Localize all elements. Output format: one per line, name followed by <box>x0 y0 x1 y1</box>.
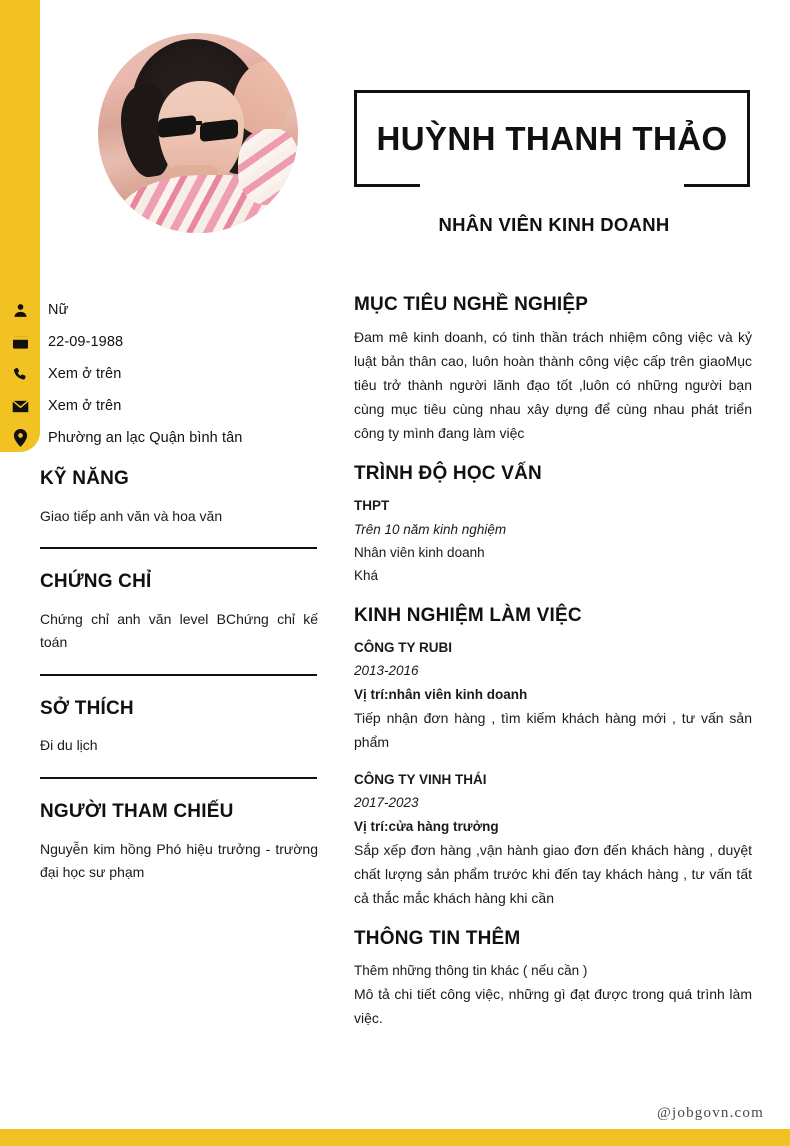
contact-value-gender: Nữ <box>48 302 69 318</box>
education-major: Nhân viên kinh doanh <box>354 544 485 560</box>
sidebar-section-references <box>40 801 318 883</box>
heading-additional-info: THÔNG TIN THÊM <box>354 927 521 949</box>
sidebar-heading-skills: KỸ NĂNG <box>40 468 130 489</box>
experience-entry <box>354 768 752 910</box>
experience-company: CÔNG TY RUBI <box>354 640 453 656</box>
contact-item-phone <box>0 358 340 390</box>
contact-item-address <box>0 422 340 454</box>
sidebar-body-hobbies: Đi du lịch <box>40 737 98 754</box>
photo-sleeve <box>238 129 298 205</box>
profile-photo-circle <box>98 33 298 233</box>
photo-lens-right <box>200 119 238 142</box>
left-column <box>0 0 340 1129</box>
experience-position: Vị trí:nhân viên kinh doanh <box>354 686 528 702</box>
additional-line-1: Thêm những thông tin khác ( nếu cần ) <box>354 962 588 978</box>
additional-line-2: Mô tả chi tiết công việc, những gì đạt được trong quá trình làm việc. <box>354 986 752 1027</box>
sidebar-sections <box>40 468 318 883</box>
contact-item-birthdate <box>0 326 340 358</box>
objective-text: Đam mê kinh doanh, có tinh thần trách nhiệm công việc và kỷ luật bản thân cao, luôn hoàn thành công việc cấp trên giaoMục tiêu trở thành người lãnh đạo tốt ,luôn có những người bạn cùng mục tiêu cùng nhau xây dựng để cùng nhau phát triển công ty mình đang làm việc <box>354 329 752 442</box>
education-duration: Trên 10 năm kinh nghiệm <box>354 521 507 537</box>
experience-period: 2017-2023 <box>354 795 419 811</box>
location-pin-icon <box>0 429 40 447</box>
section-education <box>354 463 752 587</box>
contact-value-address: Phường an lạc Quận bình tân <box>48 430 243 446</box>
heading-experience: KINH NGHIỆM LÀM VIỆC <box>354 605 582 627</box>
sidebar-divider <box>40 674 317 676</box>
education-school: THPT <box>354 498 390 514</box>
experience-entry <box>354 636 752 754</box>
main-column <box>354 294 752 1048</box>
profile-photo <box>98 33 298 233</box>
experience-company: CÔNG TY VINH THÁI <box>354 772 487 788</box>
header-block <box>354 0 754 236</box>
page-title: HUỲNH THANH THẢO <box>376 120 728 157</box>
sidebar-section-skills <box>40 468 318 527</box>
contact-value-phone: Xem ở trên <box>48 366 122 382</box>
education-grade: Khá <box>354 568 379 584</box>
experience-position: Vị trí:cửa hàng trưởng <box>354 818 499 834</box>
sidebar-divider <box>40 777 317 779</box>
sidebar-divider <box>40 547 317 549</box>
photo-lens-left <box>158 115 196 138</box>
job-title: NHÂN VIÊN KINH DOANH <box>438 214 670 235</box>
name-frame <box>354 90 750 184</box>
sidebar-section-hobbies <box>40 698 318 757</box>
sidebar-section-certificates <box>40 571 318 653</box>
sidebar-heading-certificates: CHỨNG CHỈ <box>40 571 152 593</box>
yellow-footer-bar <box>0 1129 790 1146</box>
watermark: @jobgovn.com <box>657 1105 764 1121</box>
heading-objective: MỤC TIÊU NGHỀ NGHIỆP <box>354 294 589 315</box>
sidebar-body-references: Nguyễn kim hồng Phó hiệu trưởng - trường đại học sư phạm <box>40 840 318 880</box>
section-objective <box>354 294 752 445</box>
sidebar-heading-hobbies: SỞ THÍCH <box>40 697 134 719</box>
contact-item-gender <box>0 294 340 326</box>
section-additional-info <box>354 928 752 1030</box>
calendar-icon <box>0 335 40 350</box>
contact-value-birthdate: 22-09-1988 <box>48 334 124 350</box>
experience-description: Sắp xếp đơn hàng ,vận hành giao đơn đến khách hàng , duyệt chất lượng sản phẩm trước khi đến tay khách hàng , tư vấn tất cả thắc mắc khách hàng khi cần <box>354 841 752 906</box>
envelope-icon <box>0 400 40 413</box>
sidebar-body-skills: Giao tiếp anh văn và hoa văn <box>40 507 223 524</box>
experience-description: Tiếp nhận đơn hàng , tìm kiếm khách hàng mới , tư vấn sản phẩm <box>354 709 752 750</box>
person-icon <box>0 302 40 319</box>
contact-list <box>0 294 340 454</box>
section-experience <box>354 605 752 910</box>
sidebar-body-certificates: Chứng chỉ anh văn level BChứng chỉ kế toán <box>40 611 318 650</box>
experience-period: 2013-2016 <box>354 663 419 679</box>
photo-sunglasses <box>158 117 242 138</box>
phone-icon <box>0 366 40 383</box>
heading-education: TRÌNH ĐỘ HỌC VẤN <box>354 463 542 485</box>
contact-item-email <box>0 390 340 422</box>
sidebar-heading-references: NGƯỜI THAM CHIẾU <box>40 801 234 823</box>
contact-value-email: Xem ở trên <box>48 398 122 414</box>
